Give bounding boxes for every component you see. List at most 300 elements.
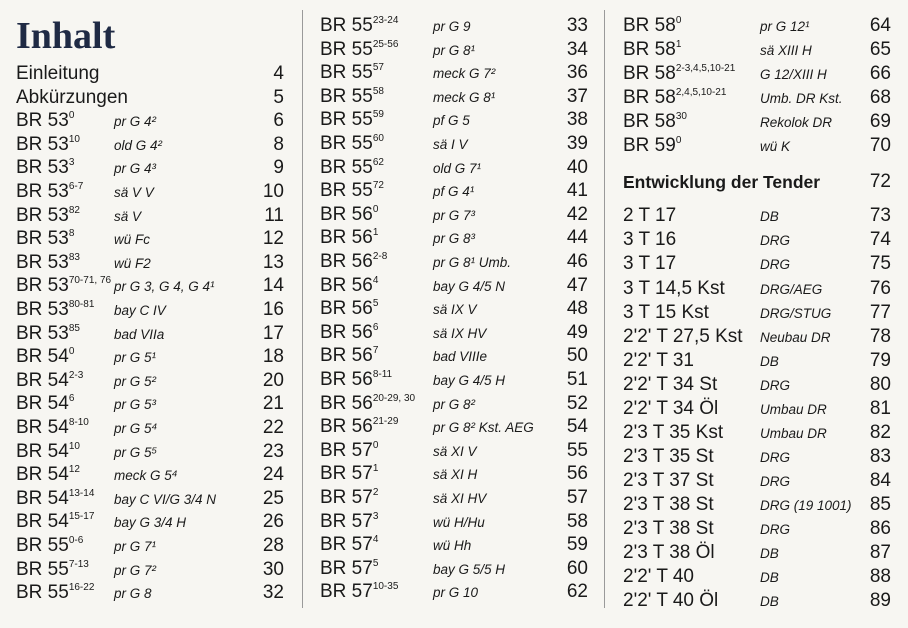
entry-name xyxy=(16,581,94,605)
entry-number-range: 2-3 xyxy=(68,369,84,381)
toc-entry xyxy=(16,251,284,275)
page-title: Inhalt xyxy=(16,15,116,57)
entry-page-number: 28 xyxy=(262,535,284,556)
entry-name-text: BR 58 xyxy=(623,87,676,109)
entry-name-text: BR 56 xyxy=(320,416,373,438)
entry-number-range: 0 xyxy=(372,203,379,215)
toc-entry xyxy=(623,252,891,276)
toc-entry xyxy=(623,397,891,421)
entry-description: DRG xyxy=(760,257,790,273)
entry-number-range: 4 xyxy=(372,274,379,286)
toc-entry xyxy=(16,298,284,322)
toc-entry xyxy=(320,203,588,227)
entry-description: bay G 4/5 N xyxy=(433,278,506,294)
entry-name xyxy=(16,298,94,322)
entry-number-range: 8-10 xyxy=(68,417,89,428)
entry-name xyxy=(320,392,415,416)
toc-entry xyxy=(320,368,588,392)
entry-description: pr G 3, G 4, G 4¹ xyxy=(114,279,215,295)
entry-description: pr G 4³ xyxy=(114,161,157,177)
entry-name xyxy=(623,517,714,541)
entry-description: Rekolok DR xyxy=(760,115,833,131)
toc-entry xyxy=(320,108,588,132)
entry-page-number: 6 xyxy=(273,110,284,132)
entry-name xyxy=(320,156,384,180)
entry-name xyxy=(320,557,378,581)
entry-name xyxy=(16,251,80,275)
toc-column-2 xyxy=(305,0,603,628)
entry-number-range: 2-8 xyxy=(372,251,388,262)
entry-page-number: 10 xyxy=(262,181,284,202)
entry-page-number: 12 xyxy=(262,228,284,250)
toc-entry xyxy=(16,510,284,534)
entry-description: Neubau DR xyxy=(760,329,831,345)
entry-page-number: 18 xyxy=(262,346,284,368)
toc-entry xyxy=(623,277,891,301)
entry-name xyxy=(16,416,89,440)
entry-description: Umb. DR Kst. xyxy=(760,91,843,107)
entry-name-text: 3 T 15 Kst xyxy=(623,301,709,323)
entry-name-text: 2'2' T 40 Öl xyxy=(623,590,719,612)
entry-name-text: BR 54 xyxy=(16,440,69,462)
entry-page-number: 8 xyxy=(273,133,284,155)
entry-name xyxy=(16,204,80,228)
entry-name-text: BR 53 xyxy=(16,204,69,226)
entry-number-range: 15-17 xyxy=(68,511,95,523)
entry-page-number: 73 xyxy=(869,205,891,227)
entry-page-number: 75 xyxy=(869,253,891,275)
toc-entry xyxy=(16,534,284,558)
entry-page-number: 11 xyxy=(264,204,284,226)
entry-page-number: 51 xyxy=(566,369,588,390)
toc-entry xyxy=(320,250,588,274)
entry-name xyxy=(623,469,714,493)
entry-description: wü K xyxy=(760,139,791,155)
entry-description: bay C VI/G 3/4 N xyxy=(114,491,217,507)
entry-name xyxy=(320,486,378,510)
entry-number-range: 60 xyxy=(372,133,384,144)
entry-name xyxy=(320,38,398,62)
entry-number-range: 62 xyxy=(372,156,384,168)
toc-entry xyxy=(320,557,588,581)
entry-name xyxy=(16,369,83,393)
entry-name-text: BR 59 xyxy=(623,135,676,157)
entry-number-range: 5 xyxy=(372,298,379,310)
entry-number-range: 12 xyxy=(68,464,80,476)
entry-description: bay C IV xyxy=(114,303,166,318)
toc-entry xyxy=(623,517,891,541)
entry-name-text: BR 58 xyxy=(623,39,676,61)
entry-page-number: 64 xyxy=(869,15,891,36)
entry-name xyxy=(320,415,398,439)
entry-name xyxy=(16,510,94,534)
toc-entry xyxy=(16,487,284,511)
entry-description: bay G 4/5 H xyxy=(433,373,506,388)
toc-entry xyxy=(623,349,891,373)
entry-description: Umbau DR xyxy=(760,401,827,417)
entry-name xyxy=(623,301,709,325)
entry-name xyxy=(623,110,687,134)
entry-page-number: 76 xyxy=(869,277,891,299)
entry-description: DRG xyxy=(760,522,790,537)
entry-description: pr G 7³ xyxy=(433,207,476,223)
entry-name xyxy=(623,589,718,613)
entry-name xyxy=(623,325,743,349)
entry-description: meck G 8¹ xyxy=(433,89,496,105)
entry-name-text: BR 56 xyxy=(320,251,373,272)
toc-entry xyxy=(16,109,284,133)
entry-page-number: 36 xyxy=(566,62,588,84)
entry-name xyxy=(623,38,681,62)
entry-number-range: 0 xyxy=(68,346,75,358)
entry-name xyxy=(320,462,378,486)
toc-entry xyxy=(623,110,891,134)
entry-number-range: 21-29 xyxy=(372,416,399,428)
entry-name-text: BR 53 xyxy=(16,133,69,155)
entry-name-text: 2'2' T 34 St xyxy=(623,373,718,395)
entry-name-text: 2'3 T 38 Öl xyxy=(623,542,715,564)
entry-name xyxy=(320,439,378,463)
entry-name xyxy=(623,86,726,110)
entry-name-text: BR 54 xyxy=(16,511,69,533)
toc-entry xyxy=(623,325,891,349)
toc-entry xyxy=(16,581,284,605)
entry-page-number: 26 xyxy=(262,511,284,533)
entry-number-range: 3 xyxy=(372,510,379,522)
toc-entry xyxy=(320,226,588,250)
entry-page-number: 88 xyxy=(869,566,891,588)
entry-name-text: BR 56 xyxy=(320,274,373,296)
entry-name xyxy=(623,14,681,38)
entry-name-text: 2'2' T 34 Öl xyxy=(623,397,719,419)
toc-entry xyxy=(16,322,284,346)
entry-page-number: 56 xyxy=(566,463,588,485)
entry-description: old G 4² xyxy=(114,137,163,153)
entry-name xyxy=(623,373,717,397)
entry-name xyxy=(16,463,80,487)
entry-number-range: 13-14 xyxy=(68,487,95,499)
entry-page-number: 83 xyxy=(869,445,891,467)
toc-entry xyxy=(623,62,891,86)
entry-page-number: 30 xyxy=(262,558,284,580)
entry-name xyxy=(16,322,80,346)
entry-name xyxy=(16,180,83,204)
entry-number-range: 25-56 xyxy=(372,38,399,50)
entry-number-range: 6-7 xyxy=(68,181,84,192)
entry-name-text: 2 T 17 xyxy=(623,205,677,227)
entry-name xyxy=(320,14,398,38)
entry-number-range: 59 xyxy=(372,109,384,121)
toc-entry xyxy=(16,62,284,86)
entry-description: pr G 8³ xyxy=(433,231,476,247)
entry-name-text: BR 57 xyxy=(320,463,373,485)
entry-description: pr G 5² xyxy=(114,373,157,389)
entry-name xyxy=(320,61,384,85)
entry-number-range: 80-81 xyxy=(68,299,95,310)
entry-page-number: 52 xyxy=(566,392,588,414)
entry-name xyxy=(320,580,398,604)
column-divider xyxy=(302,10,303,608)
toc-entry xyxy=(623,14,891,38)
entry-page-number: 25 xyxy=(262,487,284,509)
entry-name-text: BR 58 xyxy=(623,15,676,36)
entry-name-text: BR 55 xyxy=(16,558,69,580)
entry-name xyxy=(320,297,378,321)
entry-number-range: 30 xyxy=(675,111,687,123)
entry-number-range: 2,4,5,10-21 xyxy=(675,87,727,99)
entry-description: wü Hh xyxy=(433,538,472,554)
entry-description: pr G 10 xyxy=(433,585,479,601)
entry-description: wü Fc xyxy=(114,232,151,248)
entry-page-number: 47 xyxy=(566,274,588,296)
toc-entry xyxy=(320,14,588,38)
toc-entry xyxy=(320,297,588,321)
entry-page-number: 62 xyxy=(566,581,588,603)
entry-name xyxy=(320,85,384,109)
entry-page-number: 89 xyxy=(869,590,891,612)
entry-page-number: 41 xyxy=(566,180,588,202)
entry-name-text: BR 55 xyxy=(320,15,373,36)
entry-number-range: 83 xyxy=(68,251,80,263)
entry-description: G 12/XIII H xyxy=(760,67,827,83)
entry-number-range: 2-3,4,5,10-21 xyxy=(675,63,736,75)
entry-description: Umbau DR xyxy=(760,425,827,441)
entry-name-text: BR 54 xyxy=(16,487,69,509)
toc-entry xyxy=(320,486,588,510)
entry-page-number: 49 xyxy=(566,321,588,343)
entry-number-range: 8-11 xyxy=(372,369,393,380)
entry-name xyxy=(320,226,378,250)
entry-number-range: 0 xyxy=(372,439,379,451)
entry-name-text: BR 58 xyxy=(623,111,676,133)
entry-name-text: 2'2' T 40 xyxy=(623,566,694,588)
entry-page-number: 9 xyxy=(273,157,284,179)
entry-name xyxy=(623,134,681,158)
entry-description: pf G 4¹ xyxy=(433,184,475,200)
entry-name xyxy=(320,203,378,227)
entry-page-number: 84 xyxy=(869,469,891,491)
entry-name xyxy=(623,445,714,469)
entry-name xyxy=(16,440,80,464)
entry-number-range: 0 xyxy=(675,15,682,26)
column-divider xyxy=(604,10,605,608)
entry-name-text: 2'3 T 37 St xyxy=(623,469,714,491)
entry-description: DB xyxy=(760,353,779,369)
toc-entry xyxy=(320,38,588,62)
entry-name-text: BR 55 xyxy=(320,180,373,202)
entry-page-number: 87 xyxy=(869,542,891,564)
toc-entry xyxy=(16,86,284,110)
entry-page-number: 48 xyxy=(566,298,588,320)
entry-page-number: 16 xyxy=(262,299,284,320)
entry-name-text: Abkürzungen xyxy=(16,86,128,108)
toc-entry xyxy=(623,589,891,613)
entry-page-number: 32 xyxy=(262,582,284,604)
entry-name xyxy=(16,62,99,86)
toc-entry xyxy=(16,345,284,369)
toc-section-heading xyxy=(623,170,891,194)
entry-page-number: 60 xyxy=(566,557,588,579)
entry-description: DRG xyxy=(760,233,790,249)
toc-entry xyxy=(320,179,588,203)
toc-entry xyxy=(16,156,284,180)
entry-number-range: 70-71, 76 xyxy=(68,275,112,287)
toc-column-3 xyxy=(608,0,908,628)
entry-name-text: BR 53 xyxy=(16,322,69,344)
entry-page-number: 70 xyxy=(869,135,891,157)
entry-description: DRG/AEG xyxy=(760,281,823,297)
toc-entry xyxy=(320,392,588,416)
entry-page-number: 68 xyxy=(869,87,891,109)
entry-page-number: 38 xyxy=(566,109,588,131)
entry-description: pr G 8² xyxy=(433,396,476,412)
entry-page-number: 33 xyxy=(566,15,588,36)
entry-number-range: 10-35 xyxy=(372,581,399,593)
entry-name xyxy=(623,252,676,276)
entry-page-number: 58 xyxy=(566,510,588,532)
entry-number-range: 1 xyxy=(675,39,682,51)
entry-name-text: 2'3 T 38 St xyxy=(623,518,714,539)
toc-entry xyxy=(623,445,891,469)
entry-name xyxy=(623,541,715,565)
entry-name-text: BR 53 xyxy=(16,157,69,179)
toc-entry xyxy=(16,392,284,416)
entry-description: meck G 7² xyxy=(433,66,496,82)
entry-description: bay G 5/5 H xyxy=(433,561,506,577)
entry-page-number: 24 xyxy=(262,464,284,486)
entry-description: DB xyxy=(760,209,779,225)
entry-name-text: BR 55 xyxy=(320,85,373,107)
entry-description: sä V V xyxy=(114,185,154,200)
entry-name-text: BR 57 xyxy=(320,534,373,556)
entry-number-range: 23-24 xyxy=(372,15,399,26)
entry-page-number: 65 xyxy=(869,39,891,61)
entry-number-range: 1 xyxy=(372,463,379,475)
toc-column-1 xyxy=(0,0,300,628)
entry-number-range: 2 xyxy=(372,487,379,498)
entry-name-text: BR 56 xyxy=(320,227,373,249)
toc-entry xyxy=(16,369,284,393)
entry-name-text: BR 57 xyxy=(320,487,373,508)
toc-entry xyxy=(623,541,891,565)
entry-description: pr G 7¹ xyxy=(114,539,157,554)
entry-number-range: 7-13 xyxy=(68,558,89,570)
entry-name xyxy=(623,397,718,421)
entry-name xyxy=(16,133,80,157)
entry-number-range: 7 xyxy=(372,345,379,357)
entry-number-range: 0 xyxy=(68,110,75,122)
entry-page-number: 22 xyxy=(262,417,284,438)
entry-description: sä V xyxy=(114,208,142,224)
entry-description: pr G 8¹ Umb. xyxy=(433,255,512,270)
entry-name xyxy=(320,179,384,203)
entry-description: old G 7¹ xyxy=(433,160,482,176)
entry-description: pr G 4² xyxy=(114,114,157,130)
entry-name xyxy=(623,62,735,86)
entry-page-number: 80 xyxy=(869,373,891,395)
toc-entry xyxy=(320,132,588,156)
entry-name-text: 2'3 T 35 St xyxy=(623,445,714,467)
entry-page-number: 50 xyxy=(566,345,588,367)
entry-description: pr G 5³ xyxy=(114,397,157,413)
toc-entry xyxy=(320,61,588,85)
entry-name xyxy=(623,228,676,252)
entry-name-text: BR 58 xyxy=(623,63,676,85)
entry-number-range: 72 xyxy=(372,180,384,192)
entry-description: bad VIIIe xyxy=(433,349,488,365)
entry-description: sä IX HV xyxy=(433,325,487,341)
toc-entry xyxy=(623,373,891,397)
entry-name xyxy=(320,321,378,345)
entry-description: sä I V xyxy=(433,137,468,152)
entry-page-number: 69 xyxy=(869,111,891,133)
toc-entry xyxy=(623,134,891,158)
entry-name-text: 3 T 16 xyxy=(623,229,677,251)
entry-description: pr G 5¹ xyxy=(114,350,157,366)
entry-name-text: BR 56 xyxy=(320,345,373,367)
toc-entry xyxy=(320,85,588,109)
entry-page-number: 23 xyxy=(262,440,284,462)
entry-page-number: 79 xyxy=(869,349,891,371)
entry-description: DB xyxy=(760,546,779,562)
entry-name-text: 2'3 T 38 St xyxy=(623,493,714,515)
entry-number-range: 85 xyxy=(68,322,80,334)
entry-name-text: BR 55 xyxy=(320,156,373,178)
entry-number-range: 20-29, 30 xyxy=(372,392,416,404)
entry-number-range: 58 xyxy=(372,85,384,97)
toc-entry xyxy=(320,533,588,557)
entry-description: pr G 7² xyxy=(114,562,157,578)
entry-name-text: BR 53 xyxy=(16,299,69,320)
toc-entry xyxy=(320,510,588,534)
entry-description: pr G 8¹ xyxy=(433,42,476,58)
entry-description: wü H/Hu xyxy=(433,514,485,530)
entry-page-number: 5 xyxy=(273,86,284,108)
toc-entry xyxy=(623,204,891,228)
entry-name-text: Entwicklung der Tender xyxy=(623,172,821,193)
toc-entry xyxy=(16,274,284,298)
entry-description: sä XI HV xyxy=(433,491,487,506)
entry-description: DB xyxy=(760,594,779,610)
entry-name-text: BR 56 xyxy=(320,369,373,390)
entry-name-text: 3 T 17 xyxy=(623,253,677,275)
entry-name xyxy=(16,109,74,133)
entry-name-text: BR 56 xyxy=(320,321,373,343)
entry-description: DRG/STUG xyxy=(760,305,832,321)
entry-name-text: BR 57 xyxy=(320,557,373,579)
entry-name xyxy=(16,534,83,558)
entry-description: meck G 5⁴ xyxy=(114,468,178,484)
toc-entry xyxy=(16,558,284,582)
toc-entry xyxy=(320,415,588,439)
entry-page-number: 39 xyxy=(566,133,588,154)
entry-name xyxy=(623,204,676,228)
toc-entry xyxy=(320,462,588,486)
entry-number-range: 10 xyxy=(68,133,80,145)
toc-entry xyxy=(16,180,284,204)
entry-page-number: 54 xyxy=(566,416,588,438)
entry-page-number: 72 xyxy=(869,171,891,193)
toc-entry xyxy=(16,416,284,440)
entry-name-text: 3 T 14,5 Kst xyxy=(623,277,725,299)
entry-description: bad VIIa xyxy=(114,326,165,342)
entry-name-text: BR 57 xyxy=(320,581,373,603)
entry-description: pr G 8 xyxy=(114,586,152,602)
entry-page-number: 77 xyxy=(869,301,891,323)
entry-description: DRG xyxy=(760,449,790,465)
entry-page-number: 74 xyxy=(869,229,891,251)
entry-page-number: 40 xyxy=(566,156,588,178)
